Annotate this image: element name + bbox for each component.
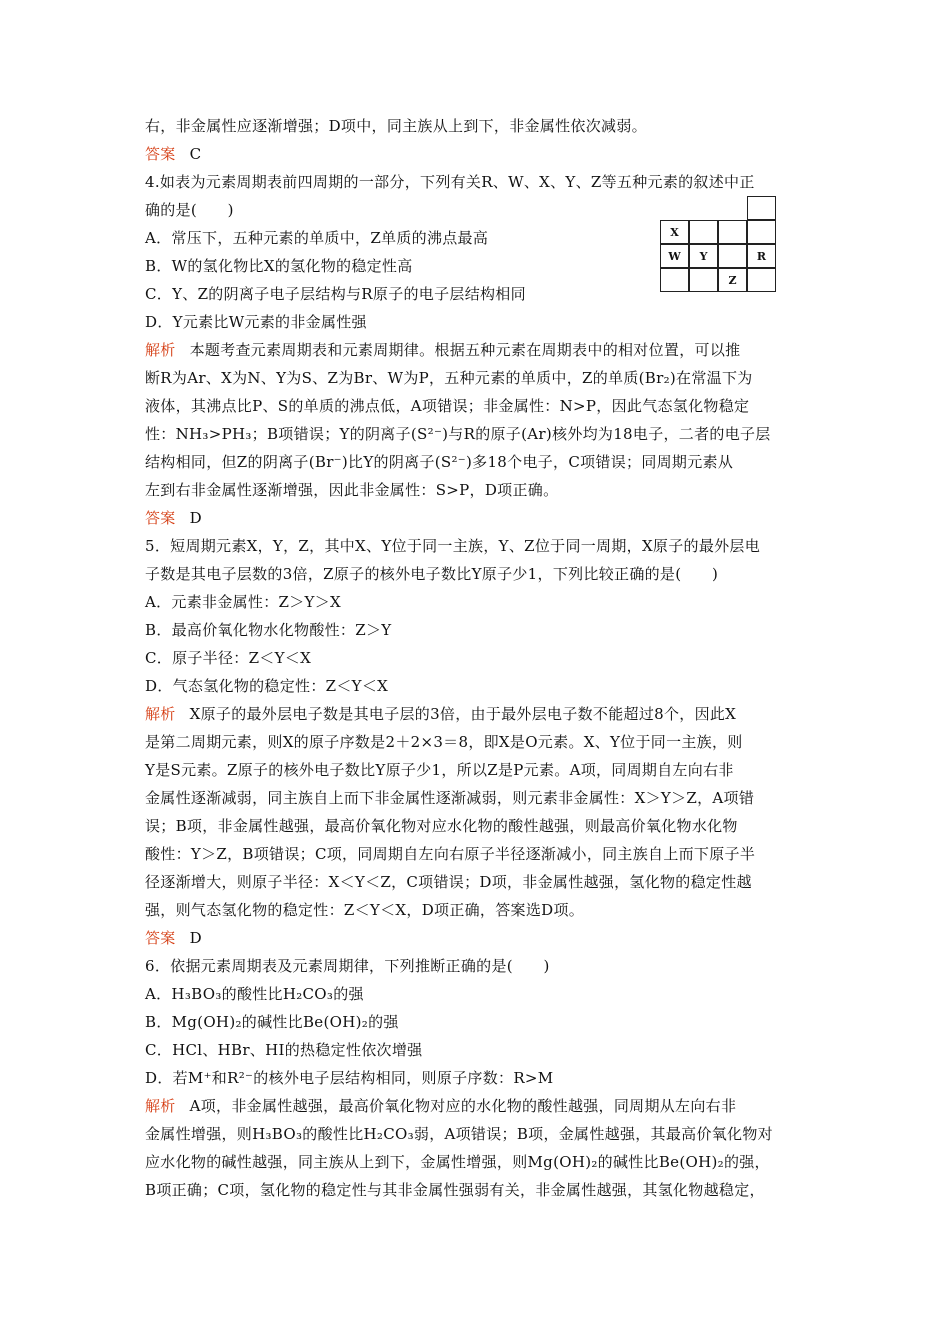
pt-cell-blank — [689, 220, 718, 244]
pt-cell-blank — [718, 220, 747, 244]
line-text: 断R为Ar、X为N、Y为S、Z为Br、W为P，五种元素的单质中，Z的单质(Br₂)在常温下为 — [145, 369, 753, 387]
line-text: A项，非金属性越强，最高价氧化物对应的水化物的酸性越强，同周期从左向右非 — [189, 1097, 737, 1115]
analysis-label: 解析 — [145, 705, 176, 723]
text-line — [145, 728, 815, 756]
text-line — [145, 896, 815, 924]
line-text: B项正确；C项，氢化物的稳定性与其非金属性强弱有关，非金属性越强，其氢化物越稳定， — [145, 1181, 765, 1199]
line-text: Y是S元素。Z原子的核外电子数比Y原子少1，所以Z是P元素。A项，同周期自左向右非 — [145, 761, 734, 779]
text-line — [145, 112, 815, 140]
answer-label: 答案 — [145, 509, 176, 527]
analysis-line — [145, 336, 815, 364]
line-text: D．Y元素比W元素的非金属性强 — [145, 313, 367, 331]
text-line — [145, 448, 815, 476]
line-text: X原子的最外层电子数是其电子层的3倍，由于最外层电子数不能超过8个，因此X — [189, 705, 737, 723]
text-line — [145, 812, 815, 840]
answer-value: C — [189, 145, 202, 163]
analysis-line — [145, 700, 815, 728]
line-text: 强，则气态氢化物的稳定性：Z＜Y＜X，D项正确，答案选D项。 — [145, 901, 585, 919]
line-text: A．H₃BO₃的酸性比H₂CO₃的强 — [145, 985, 364, 1003]
pt-cell-blank — [747, 268, 776, 292]
analysis-line — [145, 1092, 815, 1120]
text-line — [145, 420, 815, 448]
line-text: C．HCl、HBr、HI的热稳定性依次增强 — [145, 1041, 423, 1059]
text-line — [145, 476, 815, 504]
line-text: B．Mg(OH)₂的碱性比Be(OH)₂的强 — [145, 1013, 399, 1031]
pt-cell-w: W — [660, 244, 689, 268]
line-text: 4.如表为元素周期表前四周期的一部分，下列有关R、W、X、Y、Z等五种元素的叙述中正 — [145, 173, 755, 191]
text-line — [145, 672, 815, 700]
answer-line — [145, 504, 815, 532]
analysis-label: 解析 — [145, 341, 176, 359]
line-text: 子数是其电子层数的3倍，Z原子的核外电子数比Y原子少1，下列比较正确的是( ) — [145, 565, 719, 583]
line-text: A．常压下，五种元素的单质中，Z单质的沸点最高 — [145, 229, 489, 247]
line-text: 6．依据元素周期表及元素周期律，下列推断正确的是( ) — [145, 957, 550, 975]
line-text: 金属性增强，则H₃BO₃的酸性比H₂CO₃弱，A项错误；B项，金属性越强，其最高价氧化物对 — [145, 1125, 773, 1143]
text-line — [145, 644, 815, 672]
pt-cell-top — [747, 196, 776, 220]
answer-value: D — [189, 509, 202, 527]
answer-label: 答案 — [145, 145, 176, 163]
text-line — [145, 952, 815, 980]
text-line — [145, 1176, 815, 1204]
line-text: 结构相同，但Z的阴离子(Br⁻)比Y的阴离子(S²⁻)多18个电子，C项错误；同周期元素从 — [145, 453, 734, 471]
line-text: B．W的氢化物比X的氢化物的稳定性高 — [145, 257, 413, 275]
text-line — [145, 840, 815, 868]
line-text: 本题考查元素周期表和元素周期律。根据五种元素在周期表中的相对位置，可以推 — [189, 341, 741, 359]
answer-label: 答案 — [145, 929, 176, 947]
text-line — [145, 588, 815, 616]
line-text: D．若M⁺和R²⁻的核外电子层结构相同，则原子序数：R>M — [145, 1069, 554, 1087]
pt-cell-blank — [660, 268, 689, 292]
text-line — [145, 868, 815, 896]
line-text: 性：NH₃>PH₃；B项错误；Y的阴离子(S²⁻)与R的原子(Ar)核外均为18电子，二者的电子层 — [145, 425, 771, 443]
line-text: 金属性逐渐减弱，同主族自上而下非金属性逐渐减弱，则元素非金属性：X＞Y＞Z，A项错 — [145, 789, 755, 807]
text-line — [145, 308, 815, 336]
pt-cell-x: X — [660, 220, 689, 244]
line-text: C．原子半径：Z＜Y＜X — [145, 649, 312, 667]
analysis-label: 解析 — [145, 1097, 176, 1115]
line-text: 径逐渐增大，则原子半径：X＜Y＜Z，C项错误；D项，非金属性越强，氢化物的稳定性越 — [145, 873, 752, 891]
text-line — [145, 1120, 815, 1148]
line-text: 液体，其沸点比P、S的单质的沸点低，A项错误；非金属性：N>P，因此气态氢化物稳定 — [145, 397, 750, 415]
line-text: 5．短周期元素X，Y，Z，其中X、Y位于同一主族，Y、Z位于同一周期，X原子的最外层电 — [145, 537, 761, 555]
pt-cell-blank — [718, 244, 747, 268]
text-line — [145, 616, 815, 644]
text-line — [145, 1036, 815, 1064]
line-text: 应水化物的碱性越强，同主族从上到下，金属性增强，则Mg(OH)₂的碱性比Be(OH)₂的强， — [145, 1153, 770, 1171]
text-line — [145, 1148, 815, 1176]
line-text: C．Y、Z的阴离子电子层结构与R原子的电子层结构相同 — [145, 285, 526, 303]
line-text: 确的是( ) — [145, 201, 234, 219]
text-line — [145, 364, 815, 392]
line-text: 左到右非金属性逐渐增强，因此非金属性：S>P，D项正确。 — [145, 481, 559, 499]
answer-value: D — [189, 929, 202, 947]
line-text: A．元素非金属性：Z＞Y＞X — [145, 593, 342, 611]
line-text: 酸性：Y＞Z，B项错误；C项，同周期自左向右原子半径逐渐减小，同主族自上而下原子半 — [145, 845, 756, 863]
pt-cell-blank — [689, 268, 718, 292]
line-text: 是第二周期元素，则X的原子序数是2＋2×3＝8，即X是O元素。X、Y位于同一主族，则 — [145, 733, 743, 751]
pt-cell-r: R — [747, 244, 776, 268]
line-text: D．气态氢化物的稳定性：Z＜Y＜X — [145, 677, 389, 695]
text-line — [145, 980, 815, 1008]
text-line — [145, 168, 815, 196]
line-text: 误；B项，非金属性越强，最高价氧化物对应水化物的酸性越强，则最高价氧化物水化物 — [145, 817, 738, 835]
text-line — [145, 560, 815, 588]
pt-cell-z: Z — [718, 268, 747, 292]
line-text: 右，非金属性应逐渐增强；D项中，同主族从上到下，非金属性依次减弱。 — [145, 117, 647, 135]
pt-cell-y: Y — [689, 244, 718, 268]
text-line — [145, 1008, 815, 1036]
text-line — [145, 756, 815, 784]
answer-line — [145, 924, 815, 952]
pt-cell-blank — [747, 220, 776, 244]
line-text: B．最高价氧化物水化物酸性：Z＞Y — [145, 621, 392, 639]
answer-line — [145, 140, 815, 168]
text-line — [145, 392, 815, 420]
text-line — [145, 784, 815, 812]
text-line — [145, 532, 815, 560]
text-line — [145, 1064, 815, 1092]
